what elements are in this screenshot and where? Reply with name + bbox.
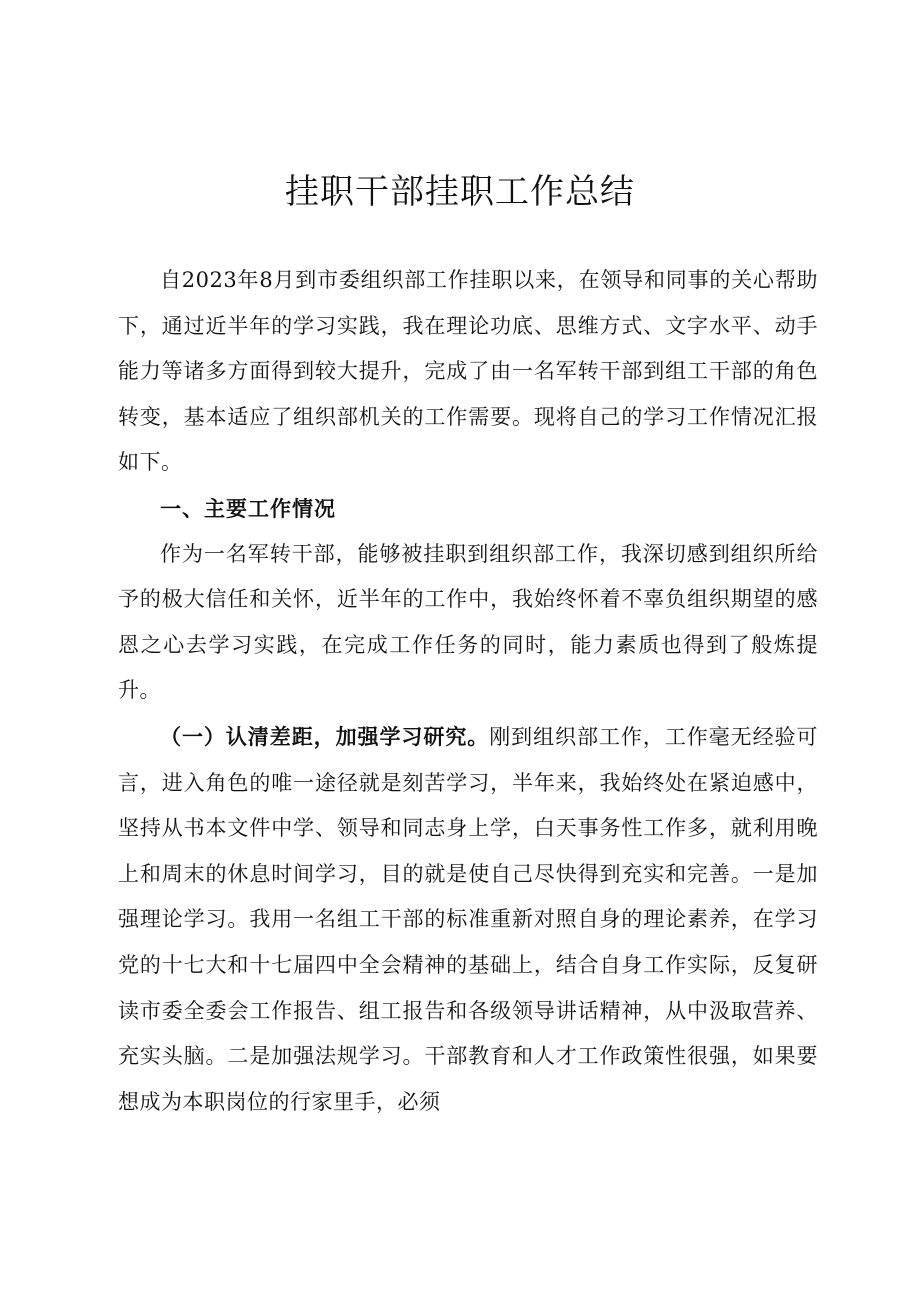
subsection-heading: （一）认清差距，加强学习研究。 [160,723,490,749]
section-heading: 一、主要工作情况 [160,495,336,521]
document-title: 挂职干部挂职工作总结 [285,172,635,212]
document-body [118,258,818,1125]
subsection-paragraph [118,714,818,1125]
subsection-text: 刚到组织部工作，工作毫无经验可言，进入角色的唯一途径就是刻苦学习，半年来，我始终处在紧迫感中，坚持从书本文件中学、领导和同志身上学，白天事务性工作多，就利用晚上和周末的休息时间学习，目的就是使自己尽快得到充实和完善。一是加强理论学习。我用一名组工干部的标准重新对照自身的理论素养，在学习党的十七大和十七届四中全会精神的基础上，结合自身工作实际，反复研读市委全委会工作报告、组工报告和各级领导讲话精神，从中汲取营养、充实头脑。二是加强法规学习。干部教育和人才工作政策性很强，如果要想成为本职岗位的行家里手，必须 [118,724,819,1114]
intro-paragraph: 自2023年8月到市委组织部工作挂职以来，在领导和同事的关心帮助下，通过近半年的学习实践，我在理论功底、思维方式、文字水平、动手能力等诸多方面得到较大提升，完成了由一名军转干部到组工干部的角色转变，基本适应了组织部机关的工作需要。现将自己的学习工作情况汇报如下。 [118,268,818,475]
section-paragraph: 作为一名军转干部，能够被挂职到组织部工作，我深切感到组织所给予的极大信任和关怀，近半年的工作中，我始终怀着不辜负组织期望的感恩之心去学习实践，在完成工作任务的同时，能力素质也得到了般炼提升。 [118,541,818,703]
